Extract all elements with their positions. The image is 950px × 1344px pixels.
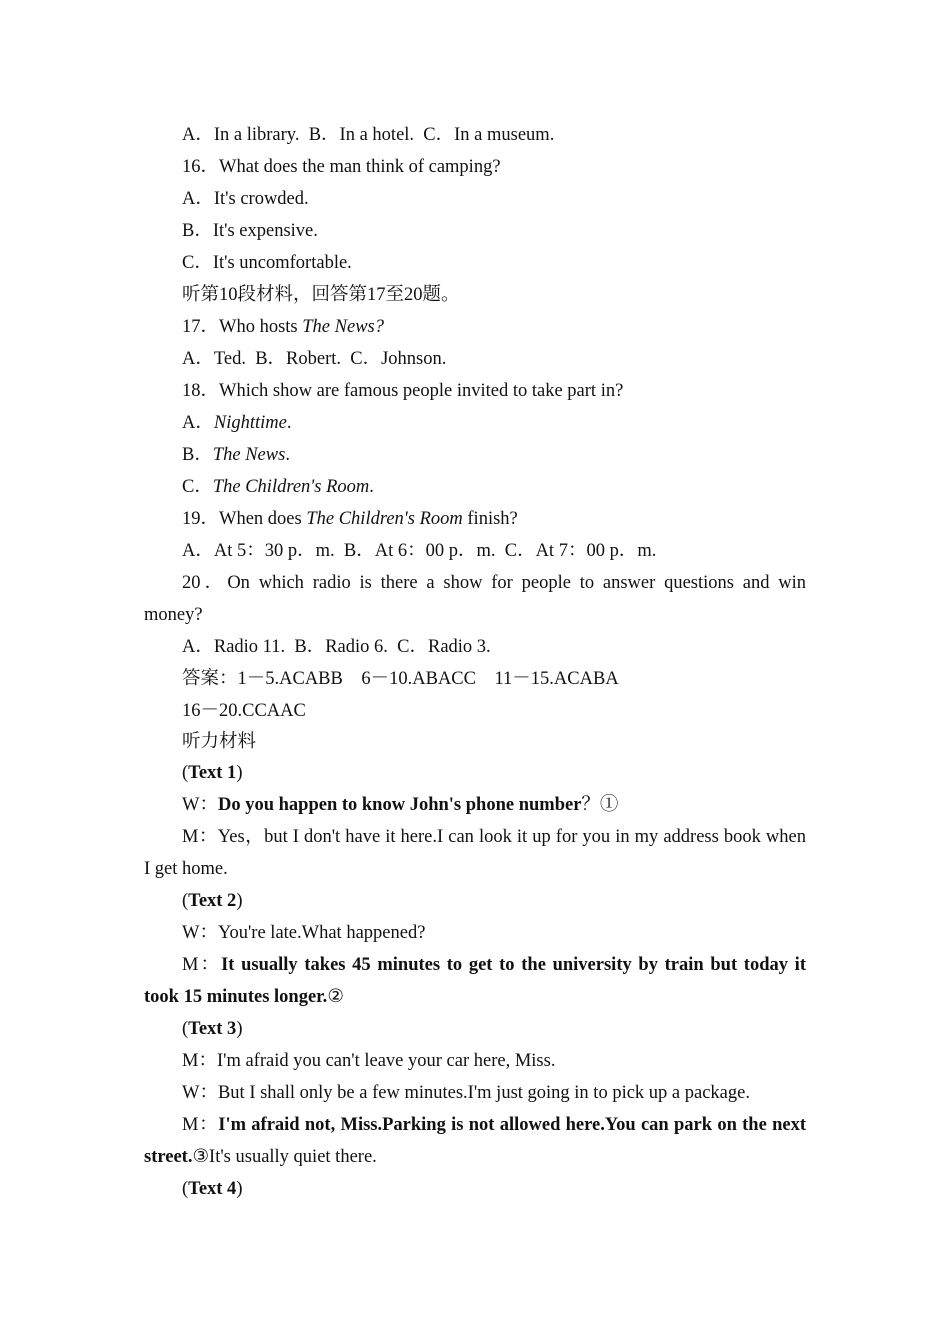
show-title: The News <box>212 445 286 465</box>
q20-options: A．Radio 11. B．Radio 6. C．Radio 3. <box>182 637 491 657</box>
key-sentence: It usually takes 45 minutes to get to the university by train but today it took 15 minutes longer. <box>144 955 806 1007</box>
q19-text: 19．When does <box>182 509 307 529</box>
key-sentence: I'm afraid not, Miss.Parking is not allowed here.You can park on the next street. <box>144 1115 806 1167</box>
text-2-label <box>144 885 806 917</box>
question-19 <box>144 503 806 535</box>
option-letter: C． <box>182 477 213 497</box>
text-1-label <box>144 758 806 789</box>
mark: ② <box>327 987 344 1007</box>
q16-option-a: A．It's crowded. <box>182 189 309 209</box>
show-title: The Children's Room <box>212 477 370 497</box>
q17-show-title: The News? <box>302 317 384 337</box>
text-1-woman <box>144 789 806 821</box>
q18-option-c <box>144 471 806 503</box>
tail: ？① <box>581 795 619 815</box>
text-4-label <box>144 1173 806 1205</box>
text-1-man: M：Yes，but I don't have it here.I can look it up for you in my address book when I get home. <box>144 827 806 879</box>
text-3-woman: W：But I shall only be a few minutes.I'm just going in to pick up a package. <box>182 1083 750 1103</box>
tail: ③It's usually quiet there. <box>192 1147 377 1167</box>
question-18: 18．Which show are famous people invited to take part in? <box>182 381 624 401</box>
period: . <box>286 413 292 433</box>
period: . <box>369 477 374 497</box>
paren: ) <box>236 763 243 783</box>
option-letter: A． <box>182 413 214 433</box>
label: Text 2 <box>188 891 237 911</box>
q16-option-b: B．It's expensive. <box>182 221 318 241</box>
text-2-woman: W：You're late.What happened? <box>182 923 426 943</box>
paren: ) <box>236 1179 243 1199</box>
q17-options: A．Ted. B．Robert. C．Johnson. <box>182 349 447 369</box>
q17-text: 17．Who hosts <box>182 317 303 337</box>
question-17 <box>144 311 806 343</box>
show-title: Nighttime <box>213 413 287 433</box>
section-10-instruction: 听第10段材料，回答第17至20题。 <box>182 285 460 305</box>
text-3-man-2 <box>144 1109 806 1173</box>
q18-option-b <box>144 439 806 471</box>
q19-options: A．At 5：30 p．m. B．At 6：00 p．m. C．At 7：00 p．m. <box>182 541 657 561</box>
document-page <box>144 119 806 1205</box>
q16-option-c: C．It's uncomfortable. <box>182 253 352 273</box>
text-2-man <box>144 949 806 1013</box>
option-letter: B． <box>182 445 213 465</box>
q19-show-title: The Children's Room <box>306 509 463 529</box>
period: . <box>285 445 290 465</box>
text-3-man-1: M：I'm afraid you can't leave your car here, Miss. <box>182 1051 556 1071</box>
label: Text 4 <box>188 1179 237 1199</box>
answers-line-1: 答案：1－5.ACABB 6－10.ABACC 11－15.ACABA <box>182 669 619 689</box>
q19-tail: finish? <box>462 509 518 529</box>
paren: ( <box>182 891 189 911</box>
paren: ( <box>182 763 189 783</box>
speaker: M： <box>182 1115 219 1135</box>
speaker: W： <box>182 795 218 815</box>
text-3-label <box>144 1013 806 1045</box>
question-16: 16．What does the man think of camping? <box>182 157 501 177</box>
label: Text 1 <box>188 763 237 783</box>
paren: ( <box>182 1019 189 1039</box>
q18-option-a <box>144 407 806 439</box>
q15-options: A．In a library. B．In a hotel. C．In a museum. <box>182 125 555 145</box>
answers-line-2: 16－20.CCAAC <box>182 701 306 721</box>
paren: ) <box>236 1019 243 1039</box>
question-20: 20．On which radio is there a show for people to answer questions and win money? <box>144 573 806 625</box>
speaker: M： <box>182 955 222 975</box>
paren: ( <box>182 1179 189 1199</box>
key-sentence: Do you happen to know John's phone number <box>217 795 582 815</box>
paren: ) <box>236 891 243 911</box>
label: Text 3 <box>188 1019 237 1039</box>
listening-material-heading: 听力材料 <box>182 732 257 752</box>
